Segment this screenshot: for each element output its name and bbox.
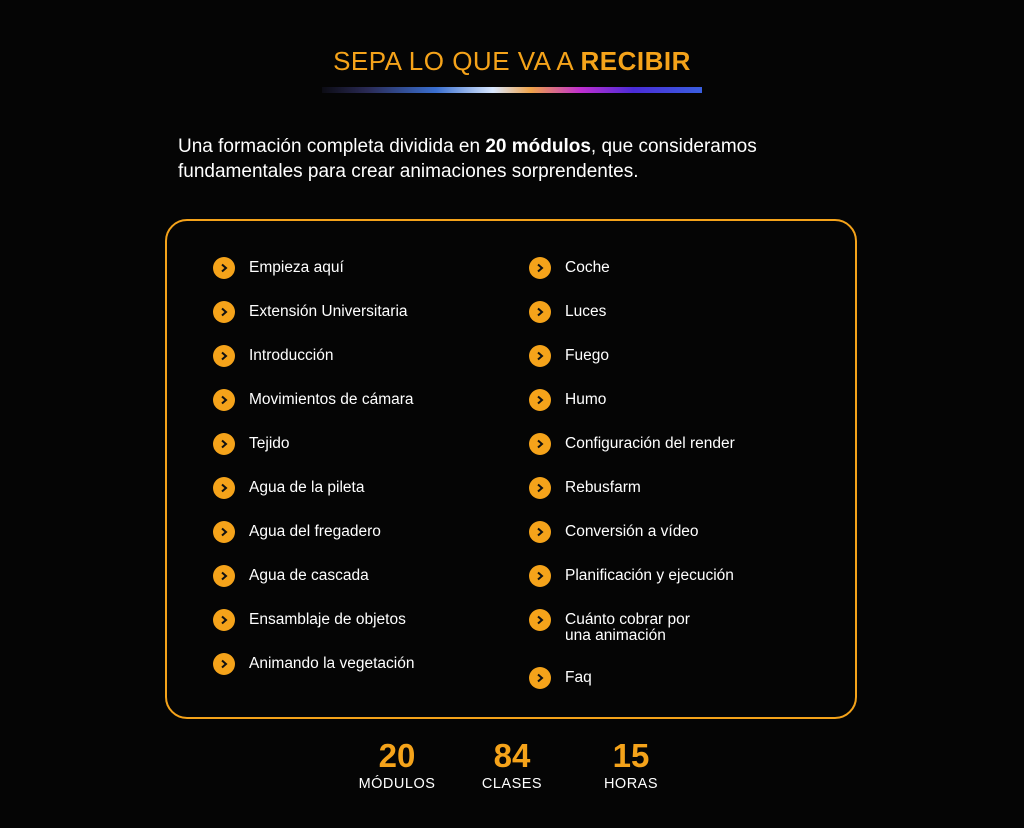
module-label: Agua de la pileta (249, 479, 365, 496)
module-item (213, 345, 333, 367)
module-label: Tejido (249, 435, 290, 452)
chevron-right-icon (213, 477, 235, 499)
module-item (213, 301, 408, 323)
module-label: Planificación y ejecución (565, 567, 734, 584)
module-item (213, 565, 369, 587)
chevron-right-icon (213, 433, 235, 455)
stat-label: MÓDULOS (358, 776, 436, 792)
chevron-right-icon (529, 565, 551, 587)
chevron-right-icon (529, 301, 551, 323)
module-label: Rebusfarm (565, 479, 641, 496)
chevron-right-icon (213, 565, 235, 587)
module-item (529, 667, 592, 689)
chevron-right-icon (213, 345, 235, 367)
modules-card (165, 219, 857, 719)
module-label: Empieza aquí (249, 259, 344, 276)
chevron-right-icon (529, 257, 551, 279)
module-label: Agua de cascada (249, 567, 369, 584)
module-label: Conversión a vídeo (565, 523, 699, 540)
stat-label: CLASES (481, 776, 543, 792)
stat-number: 15 (612, 737, 650, 774)
module-label-line1: Cuánto cobrar por (565, 611, 690, 628)
module-label: Movimientos de cámara (249, 391, 414, 408)
chevron-right-icon (213, 257, 235, 279)
module-label: Introducción (249, 347, 334, 364)
module-item (529, 521, 699, 543)
section-title-bold: RECIBIR (580, 46, 691, 76)
stat-label: HORAS (603, 776, 659, 792)
chevron-right-icon (529, 521, 551, 543)
module-label: Configuración del render (565, 435, 735, 452)
stat-hours (571, 736, 691, 792)
intro-part2: , que consideramos fundamentales para crear animaciones sorprendentes. (178, 136, 757, 182)
section-title-normal: SEPA LO QUE VA A (333, 46, 581, 76)
chevron-right-icon (529, 389, 551, 411)
chevron-right-icon (529, 667, 551, 689)
module-label: Extensión Universitaria (249, 303, 408, 320)
intro-text (178, 134, 878, 184)
module-item (529, 565, 734, 587)
module-label: Animando la vegetación (249, 655, 415, 672)
module-item (213, 477, 364, 499)
stat-modules (337, 736, 457, 792)
chevron-right-icon (529, 433, 551, 455)
module-item (529, 433, 735, 455)
chevron-right-icon (213, 521, 235, 543)
module-item (529, 257, 610, 279)
module-item (529, 609, 690, 644)
chevron-right-icon (529, 609, 551, 631)
chevron-right-icon (529, 477, 551, 499)
rainbow-divider (322, 87, 702, 93)
module-label: Luces (565, 303, 607, 320)
intro-bold: 20 módulos (485, 136, 591, 157)
section-title (0, 46, 1024, 77)
module-item (213, 521, 381, 543)
module-item (213, 389, 414, 411)
module-item (213, 433, 290, 455)
module-label: Humo (565, 391, 607, 408)
stat-number: 84 (493, 737, 531, 774)
stat-number: 20 (378, 737, 416, 774)
module-label: Ensamblaje de objetos (249, 611, 406, 628)
module-item (529, 345, 609, 367)
module-label: Fuego (565, 347, 609, 364)
chevron-right-icon (213, 609, 235, 631)
chevron-right-icon (213, 389, 235, 411)
module-item (529, 389, 606, 411)
intro-part1: Una formación completa dividida en (178, 136, 486, 157)
module-label: Coche (565, 259, 610, 276)
module-label-line2: una animación (565, 627, 666, 644)
module-item (529, 301, 606, 323)
chevron-right-icon (529, 345, 551, 367)
module-item (213, 609, 406, 631)
chevron-right-icon (213, 301, 235, 323)
module-item (213, 257, 344, 279)
stat-classes (452, 736, 572, 792)
stats-row (0, 736, 1024, 806)
module-label (565, 609, 690, 644)
module-item (213, 653, 414, 675)
module-label: Faq (565, 669, 592, 686)
module-label: Agua del fregadero (249, 523, 381, 540)
chevron-right-icon (213, 653, 235, 675)
module-item (529, 477, 641, 499)
